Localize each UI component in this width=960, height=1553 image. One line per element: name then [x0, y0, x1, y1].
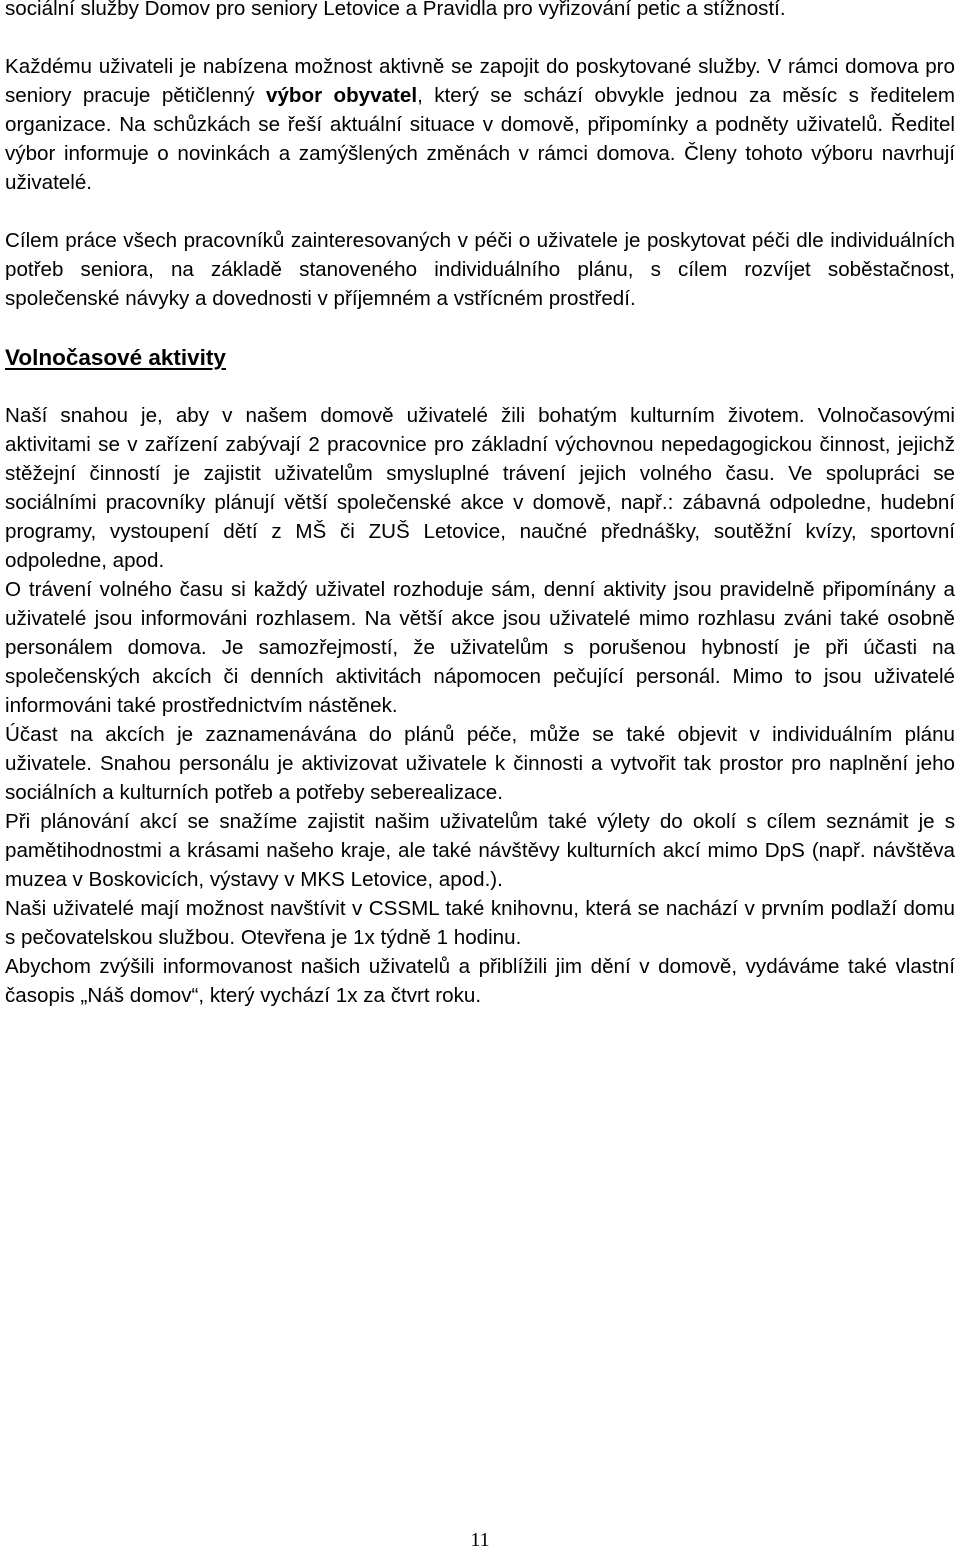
paragraph-leisure-6: Abychom zvýšili informovanost našich uživatelů a přiblížili jim dění v domově, vydáváme také vlastní časopis „Náš domov“, který vychází 1x za čtvrt roku. — [5, 955, 955, 1007]
section-heading: Volnočasové aktivity — [5, 345, 226, 370]
paragraph-leisure-2: O trávení volného času si každý uživatel rozhoduje sám, denní aktivity jsou pravidelně připomínány a uživatelé jsou informováni rozhlasem. Na větší akce jsou uživatelé mimo rozhlasu zváni také osobně personálem domova. Je samozřejmostí, že uživatelům s porušenou hybností je při účasti na společenských akcích či denních aktivitách nápomocen pečující personál. Mimo to jsou uživatelé informováni také prostřednictvím nástěnek. — [5, 578, 955, 717]
paragraph-leisure-4: Při plánování akcí se snažíme zajistit našim uživatelům také výlety do okolí s cílem seznámit je s pamětihodnostmi a krásami našeho kraje, ale také návštěvy kulturních akcí mimo DpS (např. návštěva muzea v Boskovicích, výstavy v MKS Letovice, apod.). — [5, 810, 955, 891]
paragraph-committee — [5, 52, 955, 197]
paragraph-leisure-3: Účast na akcích je zaznamenávána do plánů péče, může se také objevit v individuálním plánu uživatele. Snahou personálu je aktivizovat uživatele k činnosti a vytvořit tak prostor pro naplnění jeho sociálních a kulturních potřeb a potřeby seberealizace. — [5, 723, 955, 804]
paragraph-goal: Cílem práce všech pracovníků zainteresovaných v péči o uživatele je poskytovat péči dle individuálních potřeb seniora, na základě stanoveného individuálního plánu, s cílem rozvíjet soběstačnost, společenské návyky a dovednosti v příjemném a vstřícném prostředí. — [5, 229, 955, 310]
page-number: 11 — [470, 1529, 490, 1551]
paragraph-intro: sociální služby Domov pro seniory Letovice a Pravidla pro vyřizování petic a stížností. — [5, 0, 786, 20]
committee-bold-term: výbor obyvatel — [266, 84, 418, 107]
paragraph-leisure-1: Naší snahou je, aby v našem domově uživatelé žili bohatým kulturním životem. Volnočasovými aktivitami se v zařízení zabývají 2 pracovnice pro základní výchovnou nepedagogickou činnost, jejichž stěžejní činností je zajistit uživatelům smysluplné trávení jejich volného času. Ve spolupráci se sociálními pracovníky plánují větší společenské akce v domově, např.: zábavná odpoledne, hudební programy, vystoupení dětí z MŠ či ZUŠ Letovice, naučné přednášky, soutěžní kvízy, sportovní odpoledne, apod. — [5, 404, 955, 572]
document-body — [5, 0, 955, 1010]
committee-text-2: , který se schází obvykle jednou za měsíc s ředitelem organizace. Na schůzkách se řeší aktuální situace v domově, připomínky a podněty uživatelů. Ředitel výbor informuje o novinkách a zamýšlených změnách v rámci domova. Členy tohoto výboru navrhují uživatelé. — [5, 84, 956, 194]
committee-text-1: Každému uživateli je nabízena možnost aktivně se zapojit do poskytované služby. V rámci domova pro seniory pracuje pětičlenný — [5, 55, 955, 107]
paragraph-leisure-5: Naši uživatelé mají možnost navštívit v CSSML také knihovnu, která se nachází v prvním podlaží domu s pečovatelskou službou. Otevřena je 1x týdně 1 hodinu. — [5, 897, 955, 949]
